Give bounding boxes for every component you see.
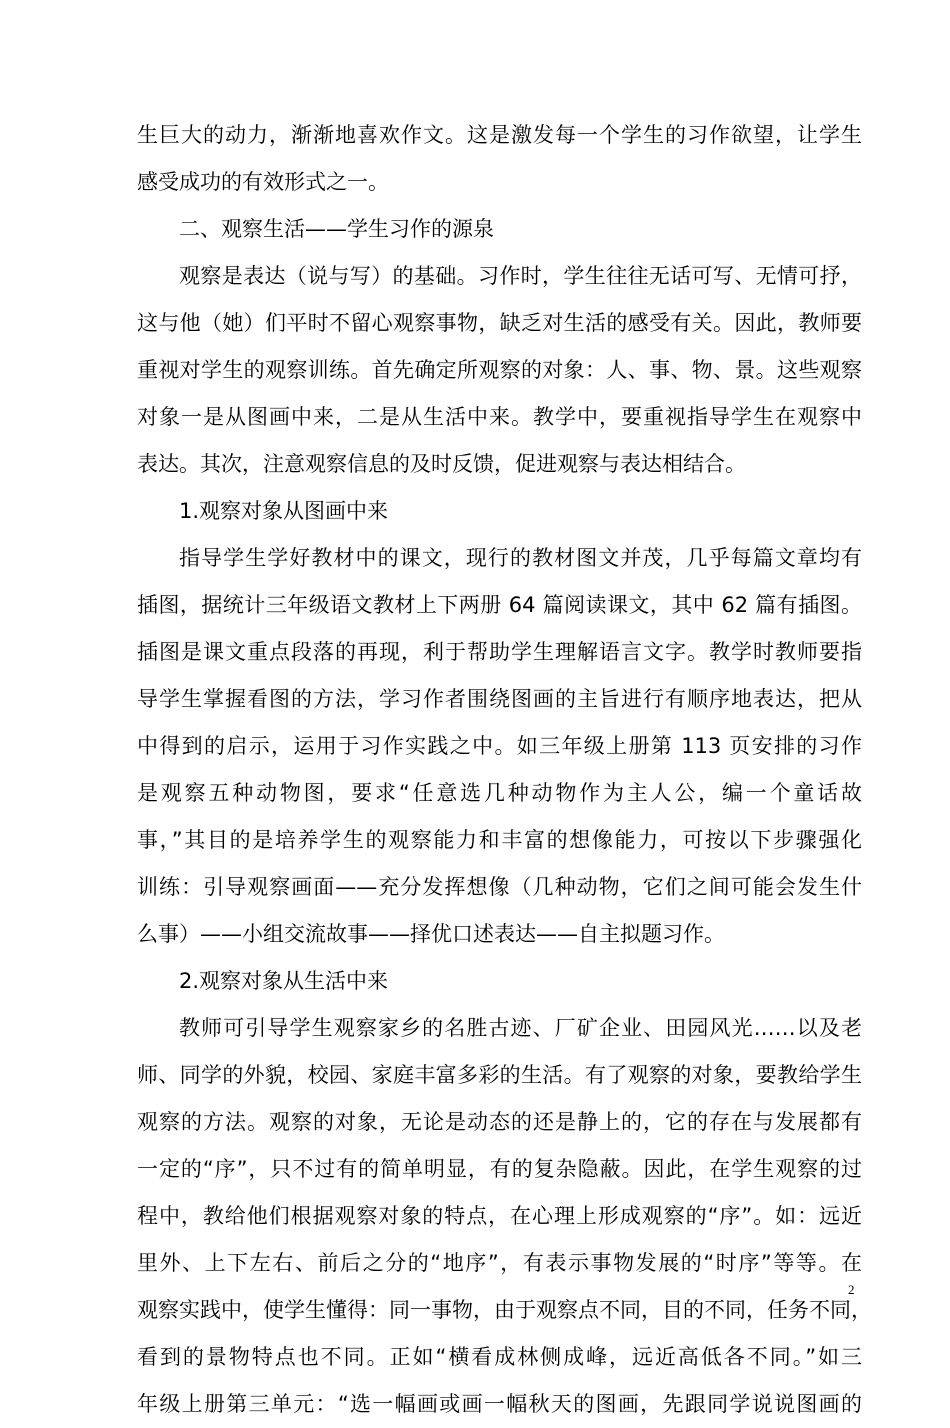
text-line: 里外、上下左右、前后之分的“地序”，有表示事物发展的“时序”等等。在 (137, 1251, 862, 1275)
body-text (137, 112, 872, 1428)
text-line: 么事）——小组交流故事——择优口述表达——自主拟题习作。 (137, 922, 725, 946)
text-line: 指导学生学好教材中的课文，现行的教材图文并茂，几乎每篇文章均有 (179, 546, 862, 570)
subsection-heading: 2.观察对象从生活中来 (179, 969, 389, 993)
text-line: 重视对学生的观察训练。首先确定所观察的对象：人、事、物、景。这些观察 (137, 358, 862, 382)
text-line: 教师可引导学生观察家乡的名胜古迹、厂矿企业、田园风光……以及老 (179, 1016, 862, 1040)
text-line: 感受成功的有效形式之一。 (137, 170, 389, 194)
text-line: 是观察五种动物图，要求“任意选几种动物作为主人公，编一个童话故 (137, 781, 862, 805)
text-line: 年级上册第三单元：“选一幅画或画一幅秋天的图画，先跟同学说说图画的 (137, 1392, 862, 1416)
text-line: 一定的“序”，只不过有的简单明显，有的复杂隐蔽。因此，在学生观察的过 (137, 1157, 862, 1181)
text-line: 中得到的启示，运用于习作实践之中。如三年级上册第 113 页安排的习作 (137, 734, 862, 758)
text-line: 插图是课文重点段落的再现，利于帮助学生理解语言文字。教学时教师要指 (137, 640, 862, 664)
page-number: 2 (848, 1282, 855, 1297)
text-line: 程中，教给他们根据观察对象的特点，在心理上形成观察的“序”。如：远近 (137, 1204, 862, 1228)
text-line: 观察的方法。观察的对象，无论是动态的还是静上的，它的存在与发展都有 (137, 1110, 862, 1134)
text-line: 表达。其次，注意观察信息的及时反馈，促进观察与表达相结合。 (137, 452, 746, 476)
text-line: 师、同学的外貌，校园、家庭丰富多彩的生活。有了观察的对象，要教给学生 (137, 1063, 862, 1087)
text-line: 插图，据统计三年级语文教材上下两册 64 篇阅读课文，其中 62 篇有插图。 (137, 593, 862, 617)
text-line: 观察实践中，使学生懂得：同一事物，由于观察点不同，目的不同，任务不同， (137, 1298, 872, 1322)
text-line: 观察是表达（说与写）的基础。习作时，学生往往无话可写、无情可抒， (179, 264, 862, 288)
text-line: 对象一是从图画中来，二是从生活中来。教学中，要重视指导学生在观察中 (137, 405, 862, 429)
text-line: 看到的景物特点也不同。正如“横看成林侧成峰，远近高低各不同。”如三 (137, 1345, 862, 1369)
subsection-heading: 1.观察对象从图画中来 (179, 499, 389, 523)
text-line: 导学生掌握看图的方法，学习作者围绕图画的主旨进行有顺序地表达，把从 (137, 687, 862, 711)
section-heading: 二、观察生活——学生习作的源泉 (179, 217, 494, 241)
text-line: 事，”其目的是培养学生的观察能力和丰富的想像能力，可按以下步骤强化 (137, 828, 862, 852)
text-line: 训练：引导观察画面——充分发挥想像（几种动物，它们之间可能会发生什 (137, 875, 862, 899)
text-line: 这与他（她）们平时不留心观察事物，缺乏对生活的感受有关。因此，教师要 (137, 311, 862, 335)
text-line: 生巨大的动力，渐渐地喜欢作文。这是激发每一个学生的习作欲望，让学生 (137, 123, 862, 147)
